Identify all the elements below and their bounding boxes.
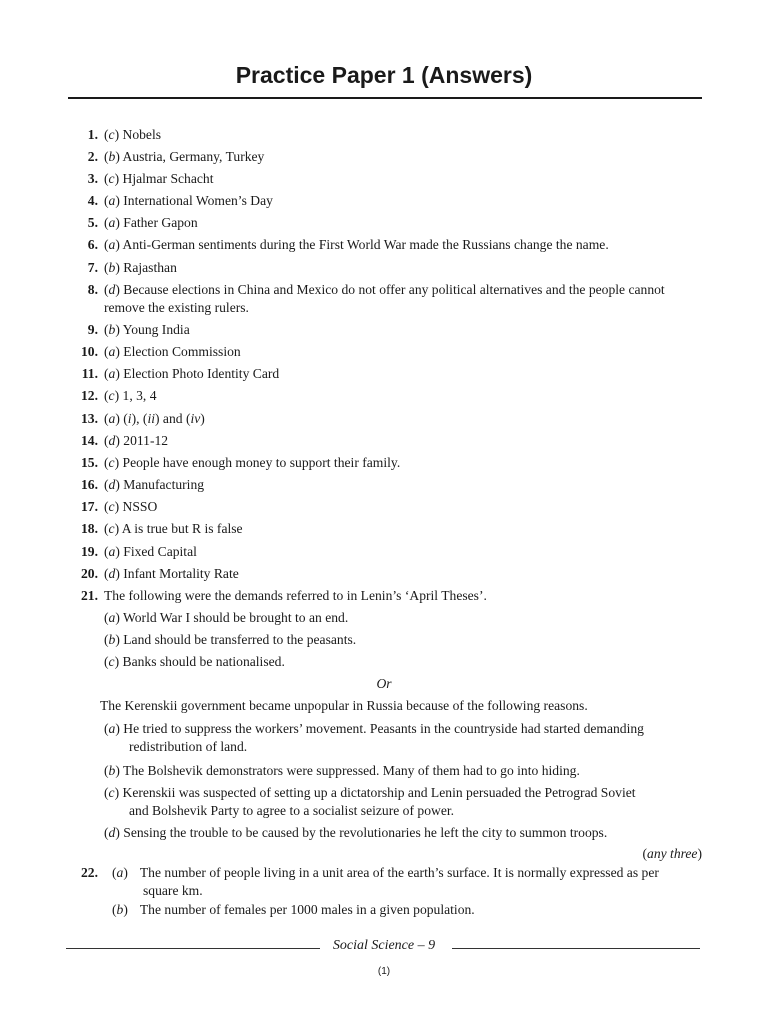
answer-text: (c) A is true but R is false bbox=[104, 521, 243, 536]
option-letter: (a) bbox=[104, 411, 120, 426]
answer-text: (a) International Women’s Day bbox=[104, 193, 273, 208]
question-number: 5. bbox=[87, 215, 98, 230]
answer-text: (a) Anti-German sentiments during the First World War made the Russians change the name. bbox=[104, 237, 609, 252]
question-number: 21. bbox=[81, 588, 98, 603]
q21-alt-point-continued: and Bolshevik Party to agree to a socialist seizure of power. bbox=[129, 803, 455, 818]
question-number: 15. bbox=[81, 455, 98, 470]
footer-subject: Social Science – 9 bbox=[332, 938, 436, 953]
option-letter: (c) bbox=[104, 171, 120, 186]
q21-point: (b) Land should be transferred to the peasants. bbox=[104, 632, 357, 647]
option-letter: (c) bbox=[104, 127, 120, 142]
answer-text: (c) 1, 3, 4 bbox=[104, 388, 157, 403]
answer-text: (a) Election Photo Identity Card bbox=[104, 366, 280, 381]
q21-alt-point-continued: redistribution of land. bbox=[129, 739, 248, 754]
answer-text: (d) Infant Mortality Rate bbox=[104, 566, 239, 581]
question-number: 13. bbox=[81, 411, 98, 426]
q21-alt-point: (c) Kerenskii was suspected of setting up a dictatorship and Lenin persuaded the Petrograd Soviet bbox=[104, 785, 636, 800]
question-number: 17. bbox=[81, 499, 98, 514]
option-letter: (a) bbox=[104, 544, 120, 559]
question-number: 20. bbox=[81, 566, 98, 581]
answer-text: (d) 2011-12 bbox=[104, 433, 169, 448]
answer-text: (b) Young India bbox=[104, 322, 190, 337]
question-number: 12. bbox=[81, 388, 98, 403]
any-three-label: any three bbox=[647, 846, 698, 861]
q21-point: (a) World War I should be brought to an end. bbox=[104, 610, 349, 625]
option-letter: (c) bbox=[104, 654, 120, 669]
option-letter: (b) bbox=[104, 149, 120, 164]
option-letter: (b) bbox=[112, 902, 128, 917]
option-letter: (a) bbox=[104, 366, 120, 381]
question-number: 6. bbox=[87, 237, 98, 252]
any-three-note: (any three) bbox=[642, 846, 702, 861]
option-letter: (b) bbox=[104, 322, 120, 337]
option-letter: (b) bbox=[104, 632, 120, 647]
q22-point: (a) The number of people living in a unit area of the earth’s surface. It is normally expressed as per bbox=[112, 865, 659, 880]
option-letter: (a) bbox=[104, 721, 120, 736]
option-letter: (a) bbox=[104, 237, 120, 252]
answer-text: (b) Rajasthan bbox=[104, 260, 177, 275]
question-number: 18. bbox=[81, 521, 98, 536]
question-number: 1. bbox=[87, 127, 98, 142]
answer-text: (c) NSSO bbox=[104, 499, 158, 514]
option-letter: (b) bbox=[104, 763, 120, 778]
question-number: 8. bbox=[87, 282, 98, 297]
option-letter: (d) bbox=[104, 477, 120, 492]
answer-text: (a) Fixed Capital bbox=[104, 544, 197, 559]
answer-text: (d) Manufacturing bbox=[104, 477, 205, 492]
question-number: 9. bbox=[87, 322, 98, 337]
option-letter: (c) bbox=[104, 388, 120, 403]
answer-text: (a) (i), (ii) and (iv) bbox=[104, 411, 205, 426]
option-letter: (c) bbox=[104, 785, 120, 800]
title-divider bbox=[68, 97, 702, 99]
option-letter: (a) bbox=[112, 865, 128, 880]
question-number: 11. bbox=[81, 366, 98, 381]
option-letter: (b) bbox=[104, 260, 120, 275]
option-letter: (a) bbox=[104, 215, 120, 230]
q21-intro: The following were the demands referred to in Lenin’s ‘April Theses’. bbox=[104, 588, 487, 603]
question-number: 16. bbox=[81, 477, 98, 492]
option-letter: (d) bbox=[104, 433, 120, 448]
option-letter: (c) bbox=[104, 499, 120, 514]
q21-alt-point: (a) He tried to suppress the workers’ movement. Peasants in the countryside had started demanding bbox=[104, 721, 644, 736]
answer-text: (d) Because elections in China and Mexico do not offer any political alternatives and the people cannot bbox=[104, 282, 665, 297]
q21-alt-intro: The Kerenskii government became unpopular in Russia because of the following reasons. bbox=[100, 698, 588, 713]
option-letter: (a) bbox=[104, 193, 120, 208]
page-title: Practice Paper 1 (Answers) bbox=[235, 62, 533, 88]
question-number: 10. bbox=[81, 344, 98, 359]
question-number: 14. bbox=[81, 433, 98, 448]
q22-point: (b) The number of females per 1000 males in a given population. bbox=[112, 902, 475, 917]
question-number: 4. bbox=[87, 193, 98, 208]
option-letter: (c) bbox=[104, 521, 120, 536]
answer-text: (a) Father Gapon bbox=[104, 215, 198, 230]
answer-text: (c) People have enough money to support their family. bbox=[104, 455, 401, 470]
question-number: 19. bbox=[81, 544, 98, 559]
question-number: 7. bbox=[87, 260, 98, 275]
q21-alt-point: (b) The Bolshevik demonstrators were suppressed. Many of them had to go into hiding. bbox=[104, 763, 580, 778]
answer-text: (c) Nobels bbox=[104, 127, 162, 142]
q21-alt-point: (d) Sensing the trouble to be caused by the revolutionaries he left the city to summon troops. bbox=[104, 825, 608, 840]
q21-point: (c) Banks should be nationalised. bbox=[104, 654, 285, 669]
question-number: 22. bbox=[81, 865, 98, 880]
option-letter: (c) bbox=[104, 455, 120, 470]
question-number: 3. bbox=[87, 171, 98, 186]
q22-point-continued: square km. bbox=[143, 883, 203, 898]
option-letter: (d) bbox=[104, 282, 120, 297]
option-letter: (a) bbox=[104, 610, 120, 625]
page-number: (1) bbox=[377, 966, 391, 977]
option-letter: (d) bbox=[104, 566, 120, 581]
answer-text-continued: remove the existing rulers. bbox=[104, 300, 249, 315]
answer-text: (a) Election Commission bbox=[104, 344, 241, 359]
question-number: 2. bbox=[87, 149, 98, 164]
or-separator: Or bbox=[376, 676, 392, 691]
answer-text: (c) Hjalmar Schacht bbox=[104, 171, 214, 186]
option-letter: (d) bbox=[104, 825, 120, 840]
footer-rule-right bbox=[452, 948, 700, 949]
answer-text: (b) Austria, Germany, Turkey bbox=[104, 149, 265, 164]
option-letter: (a) bbox=[104, 344, 120, 359]
